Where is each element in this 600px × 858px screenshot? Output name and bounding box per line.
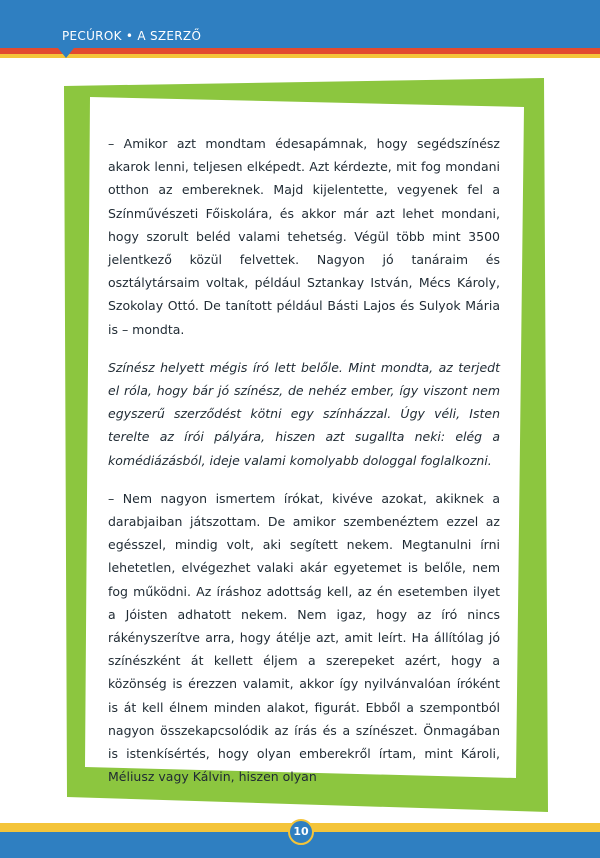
article-body — [108, 132, 500, 788]
page-number-badge: 10 — [288, 819, 314, 845]
section-label: PECÚROK • A SZERZŐ — [62, 29, 202, 43]
paragraph-narration: Színész helyett mégis író lett belőle. Mint mondta, az terjedt el róla, hogy bár jó színész, de nehéz ember, így viszont nem egyszerű szerződést kötni egy színházzal. Úgy véli, Isten terelte az írói pályára, hiszen azt sugallta neki: elég a komédiázásból, ideje valami komolyabb dologgal foglalkozni. — [108, 359, 500, 468]
paragraph-quote-1: – Amikor azt mondtam édesapámnak, hogy segédszínész akarok lenni, teljesen elképedt. Azt kérdezte, mit fog mondani otthon az embereknek. Majd kijelentette, vegyenek fel a Színművészeti Főiskolára, és akkor már azt lehet mondani, hogy szorult beléd valami tehetség. Végül több mint 3500 jelentkező közül felvettek. Nagyon jó tanáraim és osztálytársaim voltak, például Sztankay István, Mécs Károly, Szokolay Ottó. De tanított például Básti Lajos és Sulyok Mária is – mondta. — [108, 136, 500, 337]
paragraph-quote-2: – Nem nagyon ismertem írókat, kivéve azokat, akiknek a darabjaiban játszottam. De amikor szembenéztem ezzel az egésszel, mindig volt, aki segített nekem. Megtanulni írni lehetetlen, elvégezhet valaki akár egyetemet is belőle, nem fog működni. Az íráshoz adottság kell, az én esetemben ilyet a Jóisten adhatott nekem. Nem igaz, hogy az író nincs rákényszerítve arra, hogy átélje azt, amit leírt. Ha állítólag jó színészként át kellett éljem a szerepeket azért, hogy a közönség is érezzen valamit, akkor így nyilvánvalóan íróként is át kell élnem minden alakot, figurát. Ebből a szempontból nagyon összekapcsolódik az írás és a színészet. Önmagában is istenkísértés, hogy olyan emberekről írtam, mint Károli, Méliusz vagy Kálvin, hiszen olyan — [108, 490, 500, 785]
